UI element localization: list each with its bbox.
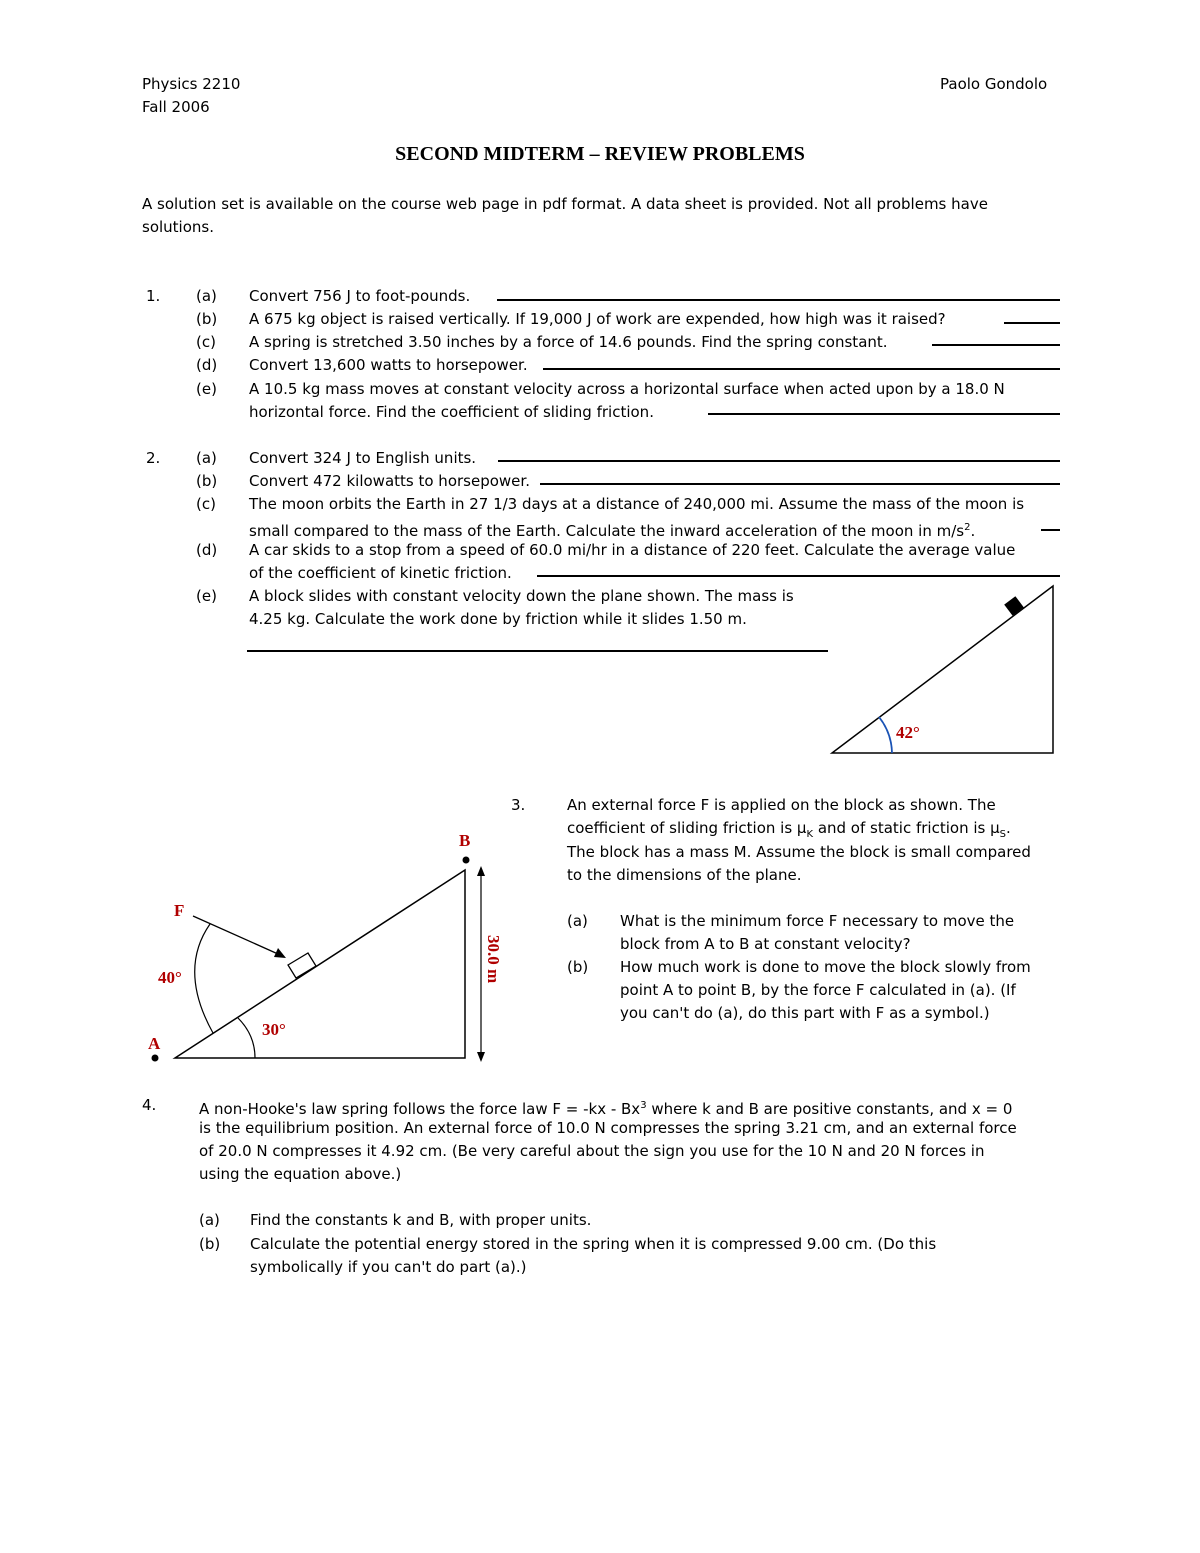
incline-angle-arc [238,1018,255,1058]
question-text: Convert 472 kilowatts to horsepower. [249,472,530,490]
question-text: The block has a mass M. Assume the block is small compared [567,843,1031,861]
question-text: block from A to B at constant velocity? [620,935,911,953]
block-icon [1004,596,1024,616]
question-text: Convert 13,600 watts to horsepower. [249,356,528,374]
answer-line[interactable] [1004,322,1060,324]
answer-line[interactable] [1041,529,1060,531]
part-label: (a) [199,1211,220,1229]
question-text: A non-Hooke's law spring follows the force law F = -kx - Bx$^3$ where k and B are positive constants, and x = 0 [199,1100,1013,1118]
problem-number: 1. [146,287,161,305]
answer-line[interactable] [537,575,1060,577]
question-text: coefficient of sliding friction is $\mu_K$ and of static friction is $\mu_S$. [567,819,1011,840]
height-label: 30.0 m [484,935,503,984]
arrow-head-icon [274,948,286,958]
point-a-label: A [148,1034,161,1053]
course-name: Physics 2210 [142,75,241,93]
intro-line-2: solutions. [142,218,214,236]
part-label: (b) [196,310,218,328]
question-text: is the equilibrium position. An external force of 10.0 N compresses the spring 3.21 cm, and an external force [199,1119,1017,1137]
question-text: point A to point B, by the force F calculated in (a). (If [620,981,1016,999]
part-label: (b) [196,472,218,490]
incline-angle-label: 30° [262,1020,286,1039]
page-title: SECOND MIDTERM – REVIEW PROBLEMS [395,143,805,165]
question-text: A 10.5 kg mass moves at constant velocity across a horizontal surface when acted upon by a 18.0 N [249,380,1005,398]
question-text: of the coefficient of kinetic friction. [249,564,512,582]
answer-line[interactable] [708,413,1060,415]
part-label: (c) [196,333,216,351]
point-a-dot [152,1055,159,1062]
part-label: (b) [567,958,589,976]
question-text: A block slides with constant velocity down the plane shown. The mass is [249,587,794,605]
part-label: (a) [567,912,588,930]
question-text: Find the constants k and B, with proper units. [250,1211,592,1229]
question-text: small compared to the mass of the Earth. Calculate the inward acceleration of the moon in $m/s^2$. [249,522,976,540]
incline-figure-42 [820,580,1070,765]
force-angle-arc [195,924,213,1033]
question-text: of 20.0 N compresses it 4.92 cm. (Be very careful about the sign you use for the 10 N and 20 N forces in [199,1142,985,1160]
arrow-head-up-icon [477,866,485,876]
question-text: symbolically if you can't do part (a).) [250,1258,527,1276]
question-text: A spring is stretched 3.50 inches by a force of 14.6 pounds. Find the spring constant. [249,333,888,351]
question-text: horizontal force. Find the coefficient of sliding friction. [249,403,654,421]
problem-number: 2. [146,449,161,467]
part-label: (b) [199,1235,221,1253]
part-label: (d) [196,541,218,559]
instructor-name: Paolo Gondolo [940,75,1048,93]
question-text: What is the minimum force F necessary to move the [620,912,1015,930]
block-icon [288,953,316,978]
problem-number: 3. [511,796,526,814]
part-label: (e) [196,587,217,605]
question-text: Calculate the potential energy stored in the spring when it is compressed 9.00 cm. (Do this [250,1235,937,1253]
part-label: (e) [196,380,217,398]
part-label: (d) [196,356,218,374]
answer-line[interactable] [543,368,1060,370]
angle-label: 42° [896,723,920,742]
answer-line[interactable] [932,344,1060,346]
force-arrow [193,916,278,954]
angle-arc [879,717,892,753]
part-label: (c) [196,495,216,513]
question-text: How much work is done to move the block slowly from [620,958,1031,976]
answer-line[interactable] [497,299,1060,301]
incline-figure-30 [140,820,510,1075]
question-text: A car skids to a stop from a speed of 60.0 mi/hr in a distance of 220 feet. Calculate the average value [249,541,1016,559]
question-text: using the equation above.) [199,1165,402,1183]
intro-line-1: A solution set is available on the course web page in pdf format. A data sheet is provided. Not all problems have [142,195,988,213]
question-text: The moon orbits the Earth in 27 1/3 days at a distance of 240,000 mi. Assume the mass of the moon is [249,495,1025,513]
question-text: you can't do (a), do this part with F as a symbol.) [620,1004,990,1022]
part-label: (a) [196,287,217,305]
question-text: to the dimensions of the plane. [567,866,802,884]
point-b-dot [463,857,470,864]
answer-line[interactable] [540,483,1060,485]
arrow-head-down-icon [477,1052,485,1062]
force-label: F [174,901,185,920]
point-b-label: B [459,831,471,850]
force-angle-label: 40° [158,968,182,987]
answer-line[interactable] [247,650,828,652]
question-text: An external force F is applied on the block as shown. The [567,796,996,814]
problem-number: 4. [142,1096,157,1114]
answer-line[interactable] [498,460,1060,462]
part-label: (a) [196,449,217,467]
term: Fall 2006 [142,98,210,116]
question-text: 4.25 kg. Calculate the work done by friction while it slides 1.50 m. [249,610,747,628]
question-text: A 675 kg object is raised vertically. If 19,000 J of work are expended, how high was it raised? [249,310,946,328]
question-text: Convert 756 J to foot-pounds. [249,287,471,305]
question-text: Convert 324 J to English units. [249,449,477,467]
